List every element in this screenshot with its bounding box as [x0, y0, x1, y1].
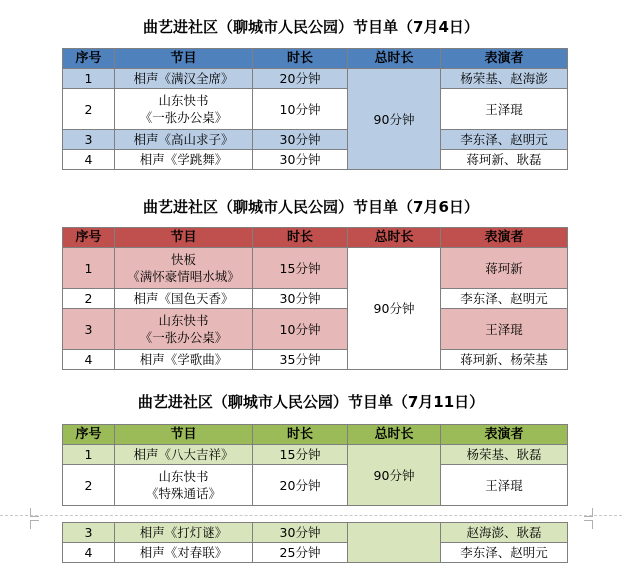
- item-line-1: 山东快书: [158, 93, 209, 108]
- row-duration: 15分钟: [253, 248, 348, 289]
- row-duration: 30分钟: [253, 289, 348, 309]
- item-line-2: 《一张办公桌》: [139, 110, 228, 125]
- row-performer: 李东泽、赵明元: [441, 130, 568, 150]
- header-no: 序号: [63, 228, 115, 248]
- table-row: [63, 130, 568, 150]
- page-corner-mark: [30, 508, 39, 517]
- header-performer: 表演者: [441, 49, 568, 69]
- schedule2-table: [62, 227, 568, 370]
- header-total: 总时长: [348, 228, 441, 248]
- row-item: 相声《八大吉祥》: [115, 445, 253, 465]
- row-item: 相声《国色天香》: [115, 289, 253, 309]
- row-item: [115, 248, 253, 289]
- row-performer: 蒋珂新: [441, 248, 568, 289]
- row-item: 相声《学歌曲》: [115, 350, 253, 370]
- table-row: [63, 543, 568, 563]
- total-duration: 90分钟: [348, 445, 441, 506]
- row-item: 相声《满汉全席》: [115, 69, 253, 89]
- row-duration: 30分钟: [253, 150, 348, 170]
- row-performer: 李东泽、赵明元: [441, 289, 568, 309]
- row-duration: 30分钟: [253, 523, 348, 543]
- row-no: 1: [63, 248, 115, 289]
- row-no: 4: [63, 543, 115, 563]
- row-no: 2: [63, 465, 115, 506]
- item-line-1: 山东快书: [158, 313, 209, 328]
- header-row: [63, 425, 568, 445]
- schedule3-title: 曲艺进社区（聊城市人民公园）节目单（7月11日）: [137, 393, 485, 411]
- row-duration: 30分钟: [253, 130, 348, 150]
- row-duration: 10分钟: [253, 309, 348, 350]
- header-duration: 时长: [253, 425, 348, 445]
- row-item: [115, 309, 253, 350]
- row-performer: 王泽琨: [441, 89, 568, 130]
- table-row: [63, 350, 568, 370]
- page-break: [0, 515, 622, 520]
- item-line-2: 《满怀豪情唱水城》: [127, 269, 240, 284]
- row-no: 1: [63, 445, 115, 465]
- row-item: 相声《对春联》: [115, 543, 253, 563]
- header-total: 总时长: [348, 49, 441, 69]
- table-row: [63, 309, 568, 350]
- row-performer: 杨荣基、耿磊: [441, 445, 568, 465]
- table-row: [63, 150, 568, 170]
- header-no: 序号: [63, 49, 115, 69]
- item-line-2: 《特殊通话》: [145, 486, 221, 501]
- row-performer: 王泽琨: [441, 309, 568, 350]
- header-item: 节目: [115, 49, 253, 69]
- row-item: 相声《高山求子》: [115, 130, 253, 150]
- header-no: 序号: [63, 425, 115, 445]
- row-performer: 赵海澎、耿磊: [441, 523, 568, 543]
- header-item: 节目: [115, 228, 253, 248]
- header-duration: 时长: [253, 228, 348, 248]
- item-line-1: 山东快书: [158, 469, 209, 484]
- schedule1-table: [62, 48, 568, 170]
- row-duration: 20分钟: [253, 69, 348, 89]
- row-no: 3: [63, 130, 115, 150]
- total-duration-continued: [348, 523, 441, 563]
- schedule3-table-part1: [62, 424, 568, 506]
- total-duration: 90分钟: [348, 248, 441, 370]
- table-row: [63, 465, 568, 506]
- table-row: [63, 445, 568, 465]
- row-duration: 15分钟: [253, 445, 348, 465]
- page-corner-mark: [584, 520, 593, 529]
- schedule3-table-part2: [62, 522, 568, 563]
- row-performer: 蒋珂新、杨荣基: [441, 350, 568, 370]
- header-duration: 时长: [253, 49, 348, 69]
- row-no: 1: [63, 69, 115, 89]
- row-performer: 杨荣基、赵海澎: [441, 69, 568, 89]
- row-no: 2: [63, 89, 115, 130]
- header-performer: 表演者: [441, 228, 568, 248]
- row-duration: 25分钟: [253, 543, 348, 563]
- schedule1-title: 曲艺进社区（聊城市人民公园）节目单（7月4日）: [143, 18, 479, 36]
- header-total: 总时长: [348, 425, 441, 445]
- row-performer: 李东泽、赵明元: [441, 543, 568, 563]
- row-no: 2: [63, 289, 115, 309]
- table-row: [63, 69, 568, 89]
- item-line-2: 《一张办公桌》: [139, 330, 228, 345]
- row-no: 3: [63, 523, 115, 543]
- row-item: [115, 89, 253, 130]
- table-row: [63, 289, 568, 309]
- row-no: 3: [63, 309, 115, 350]
- row-performer: 王泽琨: [441, 465, 568, 506]
- header-item: 节目: [115, 425, 253, 445]
- table-row: [63, 89, 568, 130]
- page-corner-mark: [584, 508, 593, 517]
- item-line-1: 快板: [170, 252, 196, 267]
- header-row: [63, 49, 568, 69]
- row-duration: 10分钟: [253, 89, 348, 130]
- total-duration: 90分钟: [348, 69, 441, 170]
- page-corner-mark: [30, 520, 39, 529]
- table-row: [63, 523, 568, 543]
- row-performer: 蒋珂新、耿磊: [441, 150, 568, 170]
- row-item: [115, 465, 253, 506]
- row-duration: 35分钟: [253, 350, 348, 370]
- row-no: 4: [63, 150, 115, 170]
- header-performer: 表演者: [441, 425, 568, 445]
- table-row: [63, 248, 568, 289]
- header-row: [63, 228, 568, 248]
- schedule2-title: 曲艺进社区（聊城市人民公园）节目单（7月6日）: [143, 198, 479, 216]
- row-duration: 20分钟: [253, 465, 348, 506]
- row-no: 4: [63, 350, 115, 370]
- row-item: 相声《打灯谜》: [115, 523, 253, 543]
- row-item: 相声《学跳舞》: [115, 150, 253, 170]
